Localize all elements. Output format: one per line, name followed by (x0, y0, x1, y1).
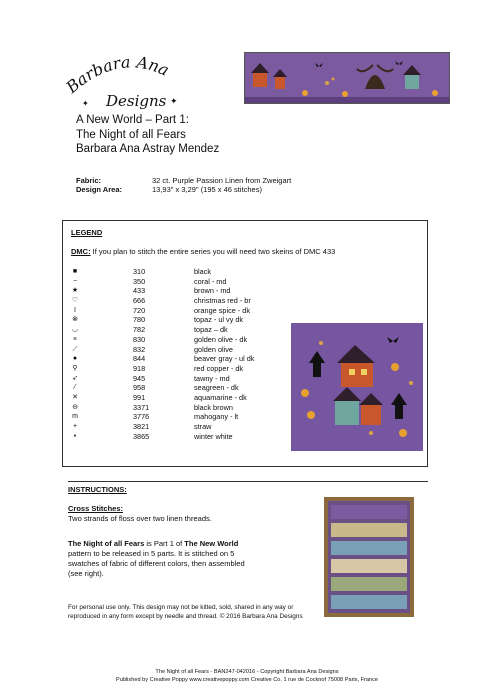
floss-color-name: black (194, 267, 212, 276)
legend-symbol-icon: + (72, 423, 78, 430)
dmc-number: 844 (133, 354, 146, 364)
floss-color-name: golden olive - dk (194, 334, 248, 344)
pattern-title (76, 113, 219, 157)
dmc-number: 832 (133, 344, 146, 354)
legend-row (69, 403, 319, 413)
floss-color-name: black brown (194, 402, 233, 412)
floss-color-name: topaz – dk (194, 325, 228, 335)
dmc-number: 310 (133, 267, 146, 276)
stitched-scene (245, 53, 449, 103)
series-panel-6 (331, 595, 407, 609)
logo-mark (62, 48, 192, 114)
legend-row (69, 325, 319, 335)
star-icon: ✦ (170, 96, 178, 106)
dmc-number: 991 (133, 392, 146, 402)
dmc-number: 3865 (133, 431, 150, 441)
legend-row (69, 422, 319, 432)
series-panel-3 (331, 541, 407, 555)
design-area-label: Design Area: (76, 185, 122, 194)
footer-line-2: Published by Creative Poppy www.creativepoppy.com Creative Co. 1 rue de Cocknof 75008 Paris, France (115, 677, 378, 683)
legend-symbol-icon: − (72, 277, 78, 285)
dmc-note (71, 247, 335, 256)
floss-color-name: brown - md (194, 286, 231, 296)
dmc-number: 782 (133, 325, 146, 335)
floss-color-name: golden olive (194, 344, 233, 354)
legend-symbol-icon: ♡ (71, 297, 79, 305)
floss-color-name: aquamarine - dk (194, 392, 247, 402)
legend-symbol-icon: ★ (71, 287, 79, 295)
legend-symbol-icon: ✕ (72, 393, 78, 401)
floss-color-name: winter white (194, 431, 233, 441)
dmc-number: 3821 (133, 422, 150, 431)
legend-symbol-icon: ➶ (72, 374, 78, 382)
legend-row (69, 296, 319, 306)
series-panel-2 (331, 523, 407, 537)
series-panel-4 (331, 559, 407, 573)
design-detail-photo (291, 323, 423, 451)
legend-row (69, 306, 319, 316)
framed-series-photo (324, 497, 414, 617)
floss-color-name: seagreen - dk (194, 383, 239, 393)
legend-symbol-icon: ⊗ (72, 316, 78, 324)
dmc-label: DMC: (71, 247, 91, 256)
floss-color-name: christmas red - br (194, 296, 251, 306)
framed-series-canvas (328, 501, 410, 613)
star-icon: ✦ (82, 99, 89, 108)
detail-scene (291, 323, 423, 451)
series-description (68, 539, 260, 579)
legend-row (69, 335, 319, 345)
legend-row (69, 267, 319, 277)
brand-logo (62, 48, 192, 114)
legend-row (69, 286, 319, 296)
copyright-notice: For personal use only. This design may not be kitted, sold, shared in any way or reproduced in any form except by needle and thread. © 2016 Barbara Ana Designs (68, 604, 303, 620)
dmc-number: 3371 (133, 402, 150, 412)
legend-symbol-icon: ⁄ (74, 384, 76, 392)
dmc-number: 433 (133, 286, 146, 296)
floss-color-name: topaz - ul vy dk (194, 315, 244, 325)
series-panel-1 (331, 505, 407, 519)
design-area-value: 13,93" x 3,29" (195 x 46 stitches) (152, 185, 262, 194)
dmc-number: 666 (133, 296, 146, 306)
legend-row (69, 354, 319, 364)
dmc-number: 945 (133, 373, 146, 383)
dmc-number: 780 (133, 315, 146, 325)
legend-row (69, 432, 319, 442)
legend-symbol-icon: ⟋ (72, 345, 78, 353)
fabric-label: Fabric: (76, 176, 102, 185)
legend-symbol-icon: ● (72, 355, 78, 363)
dmc-number: 918 (133, 363, 146, 373)
legend-symbol-icon: ■ (72, 268, 78, 275)
legend-row (69, 412, 319, 422)
legend-row (69, 383, 319, 393)
fabric-row (76, 176, 291, 185)
cross-stitches-text: Two strands of floss over two linen threads. (68, 514, 212, 523)
dmc-number: 830 (133, 334, 146, 344)
legend-symbol-icon: I (74, 306, 76, 314)
floss-color-name: tawny - md (194, 373, 230, 383)
legend-row (69, 345, 319, 355)
series-text-mid: is Part 1 of (144, 539, 185, 548)
design-area-row (76, 185, 291, 194)
legend-box (62, 220, 428, 467)
title-line-1: A New World – Part 1: (76, 114, 189, 126)
legend-heading: LEGEND (71, 228, 103, 237)
svg-text:Barbara Ana (62, 52, 172, 97)
legend-symbol-icon: ⚲ (72, 364, 78, 372)
legend-row (69, 374, 319, 384)
legend-row (69, 393, 319, 403)
legend-symbol-icon: ⊖ (72, 403, 78, 411)
legend-symbol-icon: • (73, 432, 77, 440)
instructions-heading: INSTRUCTIONS: (68, 485, 127, 494)
logo-line1: Barbara Ana (62, 52, 172, 97)
series-text-rest: pattern to be released in 5 parts. It is stitched on 5 swatches of fabric of different colors, then assembled (see right). (68, 549, 245, 578)
dmc-text: If you plan to stitch the entire series you will need two skeins of DMC 433 (90, 247, 336, 256)
footer-line-1: The Night of all Fears - BAN247-042016 - Copyright Barbara Ana Designs (155, 669, 339, 675)
floss-color-name: orange spice - dk (194, 305, 250, 315)
legend-row (69, 364, 319, 374)
pattern-meta (76, 176, 291, 194)
dmc-number: 350 (133, 276, 146, 286)
floss-color-name: mahogany - lt (194, 412, 239, 422)
dmc-number: 3776 (133, 412, 150, 422)
title-line-2: The Night of all Fears (76, 128, 186, 141)
design-preview-banner (244, 52, 450, 104)
legend-rows (69, 267, 319, 441)
floss-color-name: beaver gray - ul dk (194, 354, 255, 364)
floss-color-name: straw (194, 422, 212, 431)
series-panel-5 (331, 577, 407, 591)
fabric-value: 32 ct. Purple Passion Linen from Zweigart (152, 176, 292, 185)
series-name-bold: The New World (184, 539, 239, 548)
floss-color-name: coral - md (194, 276, 227, 286)
dmc-number: 720 (133, 305, 146, 315)
dmc-number: 958 (133, 383, 146, 393)
designer-name: Barbara Ana Astray Mendez (76, 143, 220, 155)
legend-symbol-icon: ◡ (71, 326, 79, 334)
logo-line2: Designs (106, 92, 167, 110)
legend-row (69, 315, 319, 325)
legend-row (69, 277, 319, 287)
cross-stitches-heading: Cross Stitches: (68, 504, 124, 513)
legend-symbol-icon: × (72, 335, 78, 343)
floss-color-name: red copper - dk (194, 363, 244, 373)
legend-symbol-icon: m (72, 413, 78, 421)
series-title-bold: The Night of all Fears (68, 539, 145, 548)
